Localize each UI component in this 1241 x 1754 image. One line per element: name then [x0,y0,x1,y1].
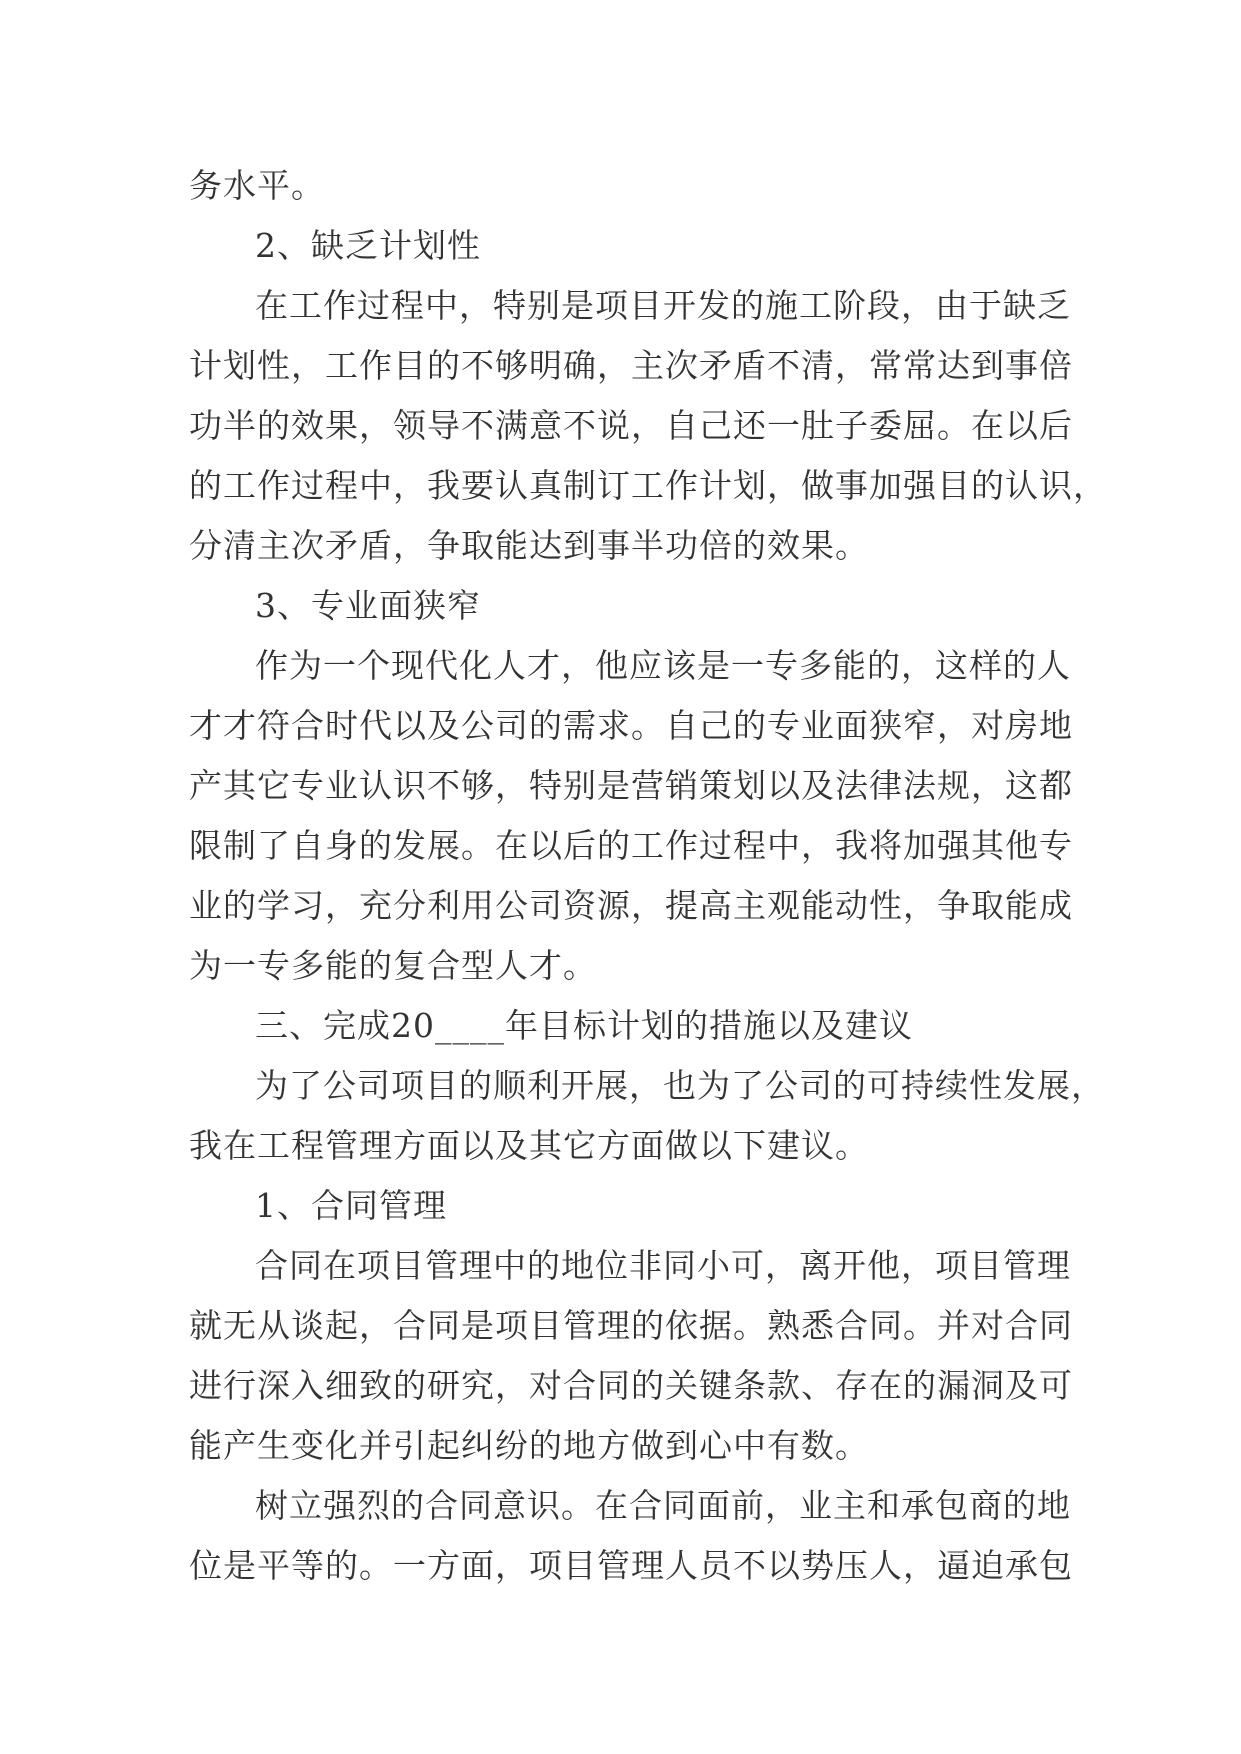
paragraph-line: 作为一个现代化人才，他应该是一专多能的，这样的人 [255,646,1071,685]
paragraph-line: 进行深入细致的研究，对合同的关键条款、存在的漏洞及可 [189,1366,1073,1405]
paragraph-line: 计划性，工作目的不够明确，主次矛盾不清，常常达到事倍 [189,346,1073,385]
paragraph-line: 树立强烈的合同意识。在合同面前，业主和承包商的地 [255,1486,1071,1525]
section-heading: 三、完成20____年目标计划的措施以及建议 [255,1006,913,1045]
paragraph-line: 才才符合时代以及公司的需求。自己的专业面狭窄，对房地 [189,706,1073,745]
paragraph-line: 就无从谈起，合同是项目管理的依据。熟悉合同。并对合同 [189,1306,1073,1345]
paragraph-line: 业的学习，充分利用公司资源，提高主观能动性，争取能成 [189,886,1073,925]
section-heading: 2、缺乏计划性 [255,226,481,265]
paragraph-line: 为了公司项目的顺利开展，也为了公司的可持续性发展， [255,1066,1105,1105]
paragraph-line: 在工作过程中，特别是项目开发的施工阶段，由于缺乏 [255,286,1071,325]
paragraph-line: 位是平等的。一方面，项目管理人员不以势压人，逼迫承包 [189,1546,1073,1585]
text-line: 务水平。 [189,166,325,205]
paragraph-line: 能产生变化并引起纠纷的地方做到心中有数。 [189,1426,869,1465]
paragraph-line: 我在工程管理方面以及其它方面做以下建议。 [189,1126,869,1165]
paragraph-line: 产其它专业认识不够，特别是营销策划以及法律法规，这都 [189,766,1073,805]
section-heading: 3、专业面狭窄 [255,586,481,625]
document-body [189,156,1107,1596]
paragraph-line: 限制了自身的发展。在以后的工作过程中，我将加强其他专 [189,826,1073,865]
section-heading: 1、合同管理 [255,1186,447,1225]
paragraph-line: 分清主次矛盾，争取能达到事半功倍的效果。 [189,526,869,565]
paragraph-line: 合同在项目管理中的地位非同小可，离开他，项目管理 [255,1246,1071,1285]
paragraph-line: 功半的效果，领导不满意不说，自己还一肚子委屈。在以后 [189,406,1073,445]
paragraph-line: 为一专多能的复合型人才。 [189,946,597,985]
paragraph-line: 的工作过程中，我要认真制订工作计划，做事加强目的认识， [189,466,1107,505]
